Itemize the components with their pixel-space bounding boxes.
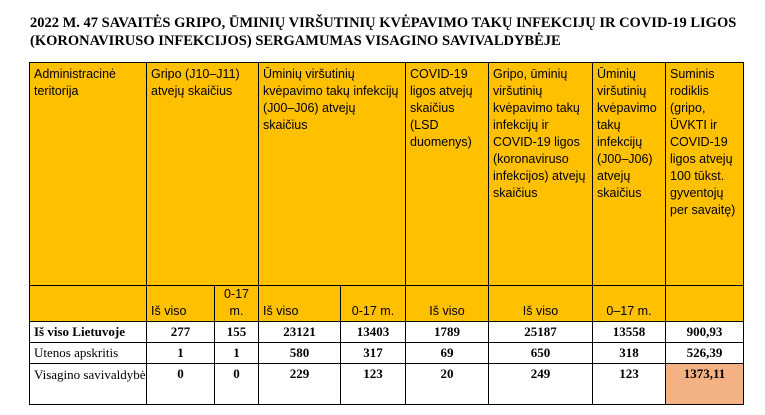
subheader-empty	[30, 286, 147, 322]
subheader-uvkti-children: 0-17 m.	[341, 286, 406, 322]
cell-flu-children: 1	[215, 343, 259, 364]
subheader-uvkti-total: Iš viso	[259, 286, 341, 322]
table-header-row	[30, 63, 744, 286]
cell-uvkti-total: 229	[259, 364, 341, 405]
cell-uvkti-children-2: 13558	[593, 322, 666, 343]
header-rate: Suminis rodiklis (gripo, ŪVKTI ir COVID-19 ligos atvejų 100 tūkst. gyventojų per savaitę)	[666, 63, 744, 286]
cell-flu-children: 155	[215, 322, 259, 343]
cell-flu-total: 277	[147, 322, 215, 343]
row-name: Utenos apskritis	[30, 343, 147, 364]
subheader-flu-children: 0-17 m.	[215, 286, 259, 322]
cell-uvkti-children-2: 123	[593, 364, 666, 405]
cell-combined: 25187	[489, 322, 593, 343]
cell-rate: 900,93	[666, 322, 744, 343]
table-row	[30, 322, 744, 343]
table-row	[30, 364, 744, 405]
header-uvkti: Ūminių viršutinių kvėpavimo takų infekcijų (J00–J06) atvejų skaičius	[259, 63, 406, 286]
incidence-table	[29, 62, 744, 405]
header-covid: COVID-19 ligos atvejų skaičius (LSD duomenys)	[406, 63, 489, 286]
subheader-combined-total: Iš viso	[489, 286, 593, 322]
subheader-covid-total: Iš viso	[406, 286, 489, 322]
title-line-2: (KORONAVIRUSO INFEKCIJOS) SERGAMUMAS VISAGINO SAVIVALDYBĖJE	[30, 33, 561, 49]
cell-uvkti-total: 23121	[259, 322, 341, 343]
cell-uvkti-children: 13403	[341, 322, 406, 343]
cell-flu-total: 0	[147, 364, 215, 405]
table-row	[30, 343, 744, 364]
cell-covid: 69	[406, 343, 489, 364]
cell-combined: 249	[489, 364, 593, 405]
cell-covid: 1789	[406, 322, 489, 343]
row-name: Iš viso Lietuvoje	[30, 322, 147, 343]
cell-flu-total: 1	[147, 343, 215, 364]
header-flu: Gripo (J10–J11) atvejų skaičius	[147, 63, 259, 286]
cell-flu-children: 0	[215, 364, 259, 405]
cell-uvkti-children: 317	[341, 343, 406, 364]
table-subheader-row	[30, 286, 744, 322]
cell-covid: 20	[406, 364, 489, 405]
cell-combined: 650	[489, 343, 593, 364]
subheader-flu-total: Iš viso	[147, 286, 215, 322]
row-name: Visagino savivaldybė	[30, 364, 147, 405]
report-title	[30, 14, 750, 50]
subheader-uvkti-children-2: 0–17 m.	[593, 286, 666, 322]
title-line-1: 2022 M. 47 SAVAITĖS GRIPO, ŪMINIŲ VIRŠUTINIŲ KVĖPAVIMO TAKŲ INFEKCIJŲ IR COVID-19 LIGOS	[30, 15, 737, 31]
cell-uvkti-children-2: 318	[593, 343, 666, 364]
cell-uvkti-total: 580	[259, 343, 341, 364]
header-combined: Gripo, ūminių viršutinių kvėpavimo takų infekcijų ir COVID-19 ligos (koronaviruso infekcijos) atvejų skaičius	[489, 63, 593, 286]
cell-rate-highlighted: 1373,11	[666, 364, 744, 405]
header-territory: Administracinė teritorija	[30, 63, 147, 286]
cell-uvkti-children: 123	[341, 364, 406, 405]
header-uvkti-children: Ūminių viršutinių kvėpavimo takų infekcijų (J00–J06) atvejų skaičius	[593, 63, 666, 286]
subheader-rate-empty	[666, 286, 744, 322]
cell-rate: 526,39	[666, 343, 744, 364]
